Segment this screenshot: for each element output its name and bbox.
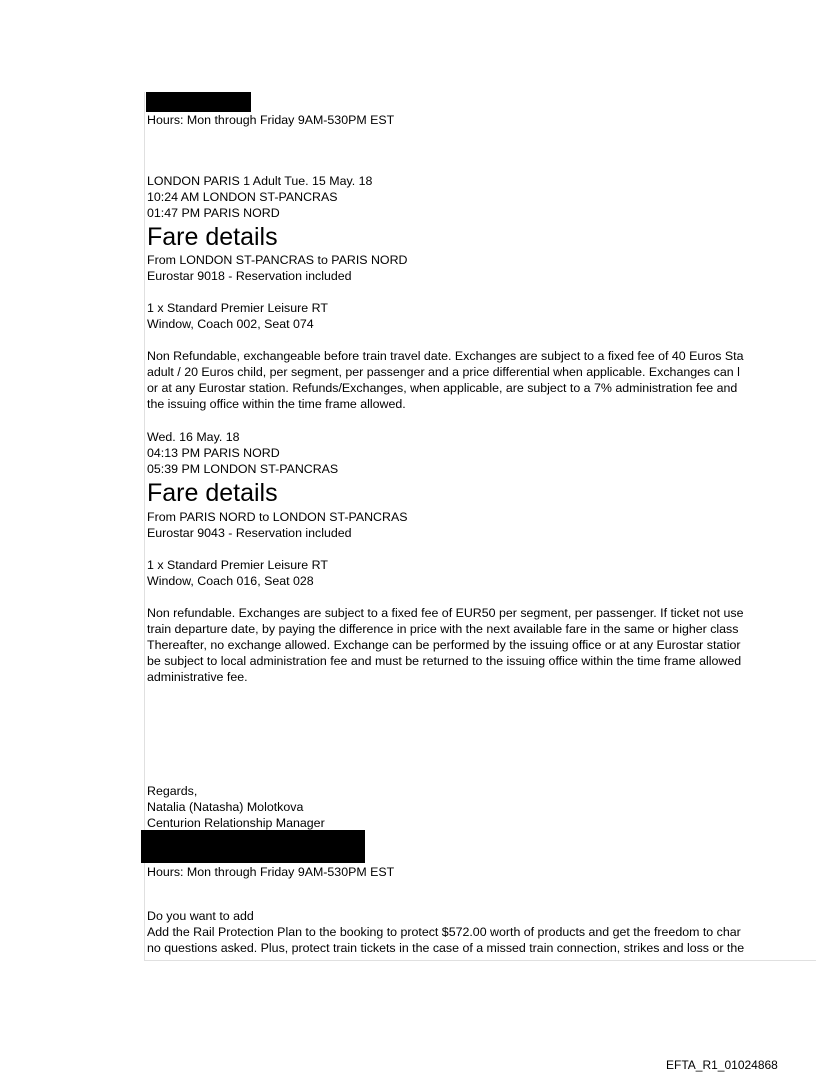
outbound-fare-heading: Fare details <box>147 223 278 251</box>
return-conditions-line: Non refundable. Exchanges are subject to a fixed fee of EUR50 per segment, per passenger. If ticket not use <box>147 606 744 620</box>
signature-regards: Regards, <box>147 784 198 798</box>
signature-hours: Hours: Mon through Friday 9AM-530PM EST <box>147 865 395 879</box>
return-depart: 04:13 PM PARIS NORD <box>147 446 280 460</box>
outbound-arrive: 01:47 PM PARIS NORD <box>147 206 280 220</box>
signature-name: Natalia (Natasha) Molotkova <box>147 800 304 814</box>
return-conditions-line: Thereafter, no exchange allowed. Exchange can be performed by the issuing office or at any Eurostar statior <box>147 638 741 652</box>
document-id: EFTA_R1_01024868 <box>666 1058 778 1072</box>
outbound-summary: LONDON PARIS 1 Adult Tue. 15 May. 18 <box>147 174 373 188</box>
outbound-seat: Window, Coach 002, Seat 074 <box>147 317 314 331</box>
return-conditions-line: be subject to local administration fee and must be returned to the issuing office within the time frame allowed <box>147 654 742 668</box>
signature-title: Centurion Relationship Manager <box>147 816 325 830</box>
return-conditions-line: administrative fee. <box>147 670 248 684</box>
return-conditions-line: train departure date, by paying the difference in price with the next available fare in the same or higher class <box>147 622 739 636</box>
outbound-conditions-line: adult / 20 Euros child, per segment, per passenger and a price differential when applicable. Exchanges can l <box>147 365 740 379</box>
outbound-depart: 10:24 AM LONDON ST-PANCRAS <box>147 190 338 204</box>
outbound-conditions-line: or at any Eurostar station. Refunds/Exchanges, when applicable, are subject to a 7% administration fee and <box>147 381 738 395</box>
addon-offer-line: no questions asked. Plus, protect train tickets in the case of a missed train connection, strikes and loss or the <box>147 941 745 955</box>
addon-offer-line: Add the Rail Protection Plan to the booking to protect $572.00 worth of products and get the freedom to char <box>147 925 741 939</box>
return-seat: Window, Coach 016, Seat 028 <box>147 574 314 588</box>
outbound-conditions-line: the issuing office within the time frame allowed. <box>147 397 406 411</box>
return-train: Eurostar 9043 - Reservation included <box>147 526 352 540</box>
return-fare-heading: Fare details <box>147 479 278 507</box>
redaction-block-signature <box>141 830 365 863</box>
outbound-ticket: 1 x Standard Premier Leisure RT <box>147 301 328 315</box>
return-date: Wed. 16 May. 18 <box>147 430 240 444</box>
return-ticket: 1 x Standard Premier Leisure RT <box>147 558 328 572</box>
outbound-conditions-line: Non Refundable, exchangeable before train travel date. Exchanges are subject to a fixed fee of 40 Euros Sta <box>147 349 744 363</box>
header-hours: Hours: Mon through Friday 9AM-530PM EST <box>147 113 395 127</box>
addon-question: Do you want to add <box>147 909 254 923</box>
return-route: From PARIS NORD to LONDON ST-PANCRAS <box>147 510 408 524</box>
outbound-route: From LONDON ST-PANCRAS to PARIS NORD <box>147 253 408 267</box>
outbound-train: Eurostar 9018 - Reservation included <box>147 269 352 283</box>
return-arrive: 05:39 PM LONDON ST-PANCRAS <box>147 462 339 476</box>
redaction-block-top <box>146 92 251 112</box>
